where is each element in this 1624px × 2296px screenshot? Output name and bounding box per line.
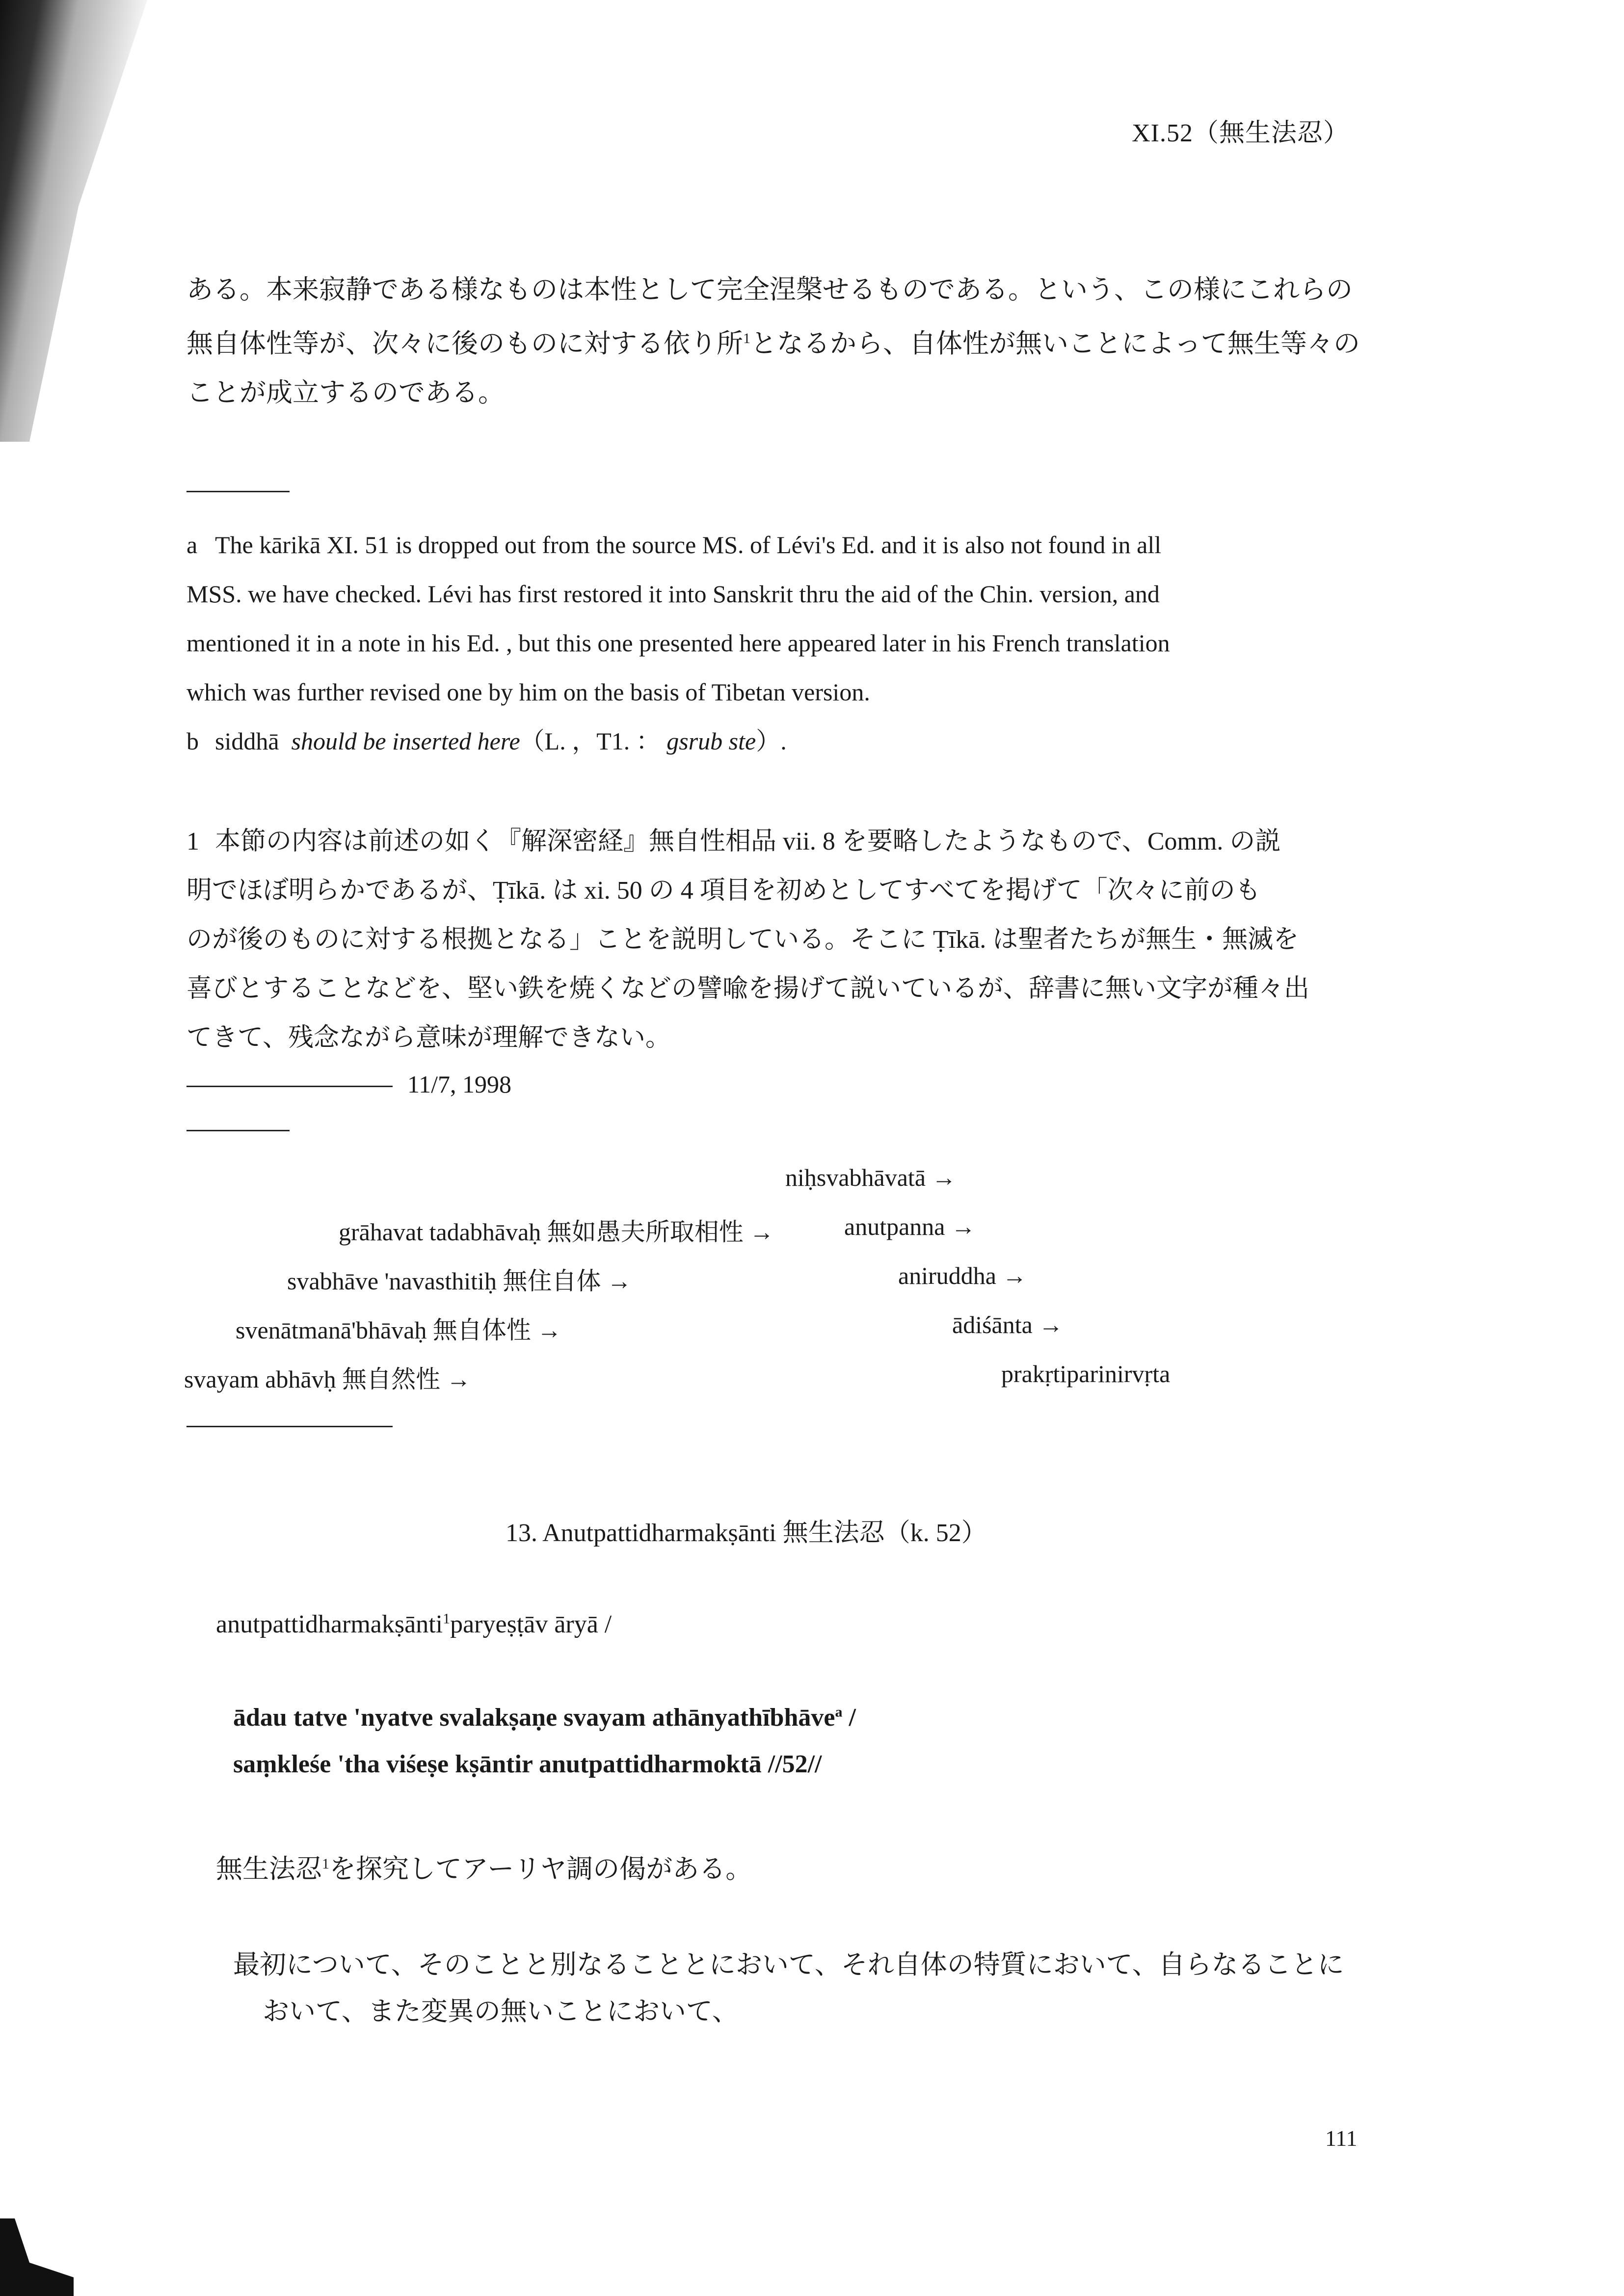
footnote-1-line-4: 喜びとすることなどを、堅い鉄を焼くなどの譬喩を揚げて説いているが、辞書に無い文字が種々出 [186,975,1310,1003]
jp-translation-line-3: おいて、また変異の無いことにおいて、 [263,1997,739,2026]
footnote-1-line-1: 1 本節の内容は前述の如く『解深密経』無自性相品 vii. 8 を要略したようなもので、Comm. の説 [186,828,1281,855]
page-number: 111 [1325,2126,1358,2151]
date-rule [186,1086,393,1087]
footnote-1-line-3: のが後のものに対する根拠となる」ことを説明している。そこに Ṭīkā. は聖者たちが無生・無滅を [186,926,1299,954]
diagram-left-3: svenātmanā'bhāvaḥ 無自体性 → [236,1316,562,1344]
diagram-right-4: ādiśānta → [952,1311,1064,1338]
scan-corner-shadow [0,2218,74,2296]
jp-translation-line-1: 無生法忍$^1$を探究してアーリヤ調の偈がある。 [216,1854,752,1884]
footnote-a-line-3: mentioned it in a note in his Ed. , but this one presented here appeared later in his French translation [186,629,1170,657]
section-heading: 13. Anutpattidharmakṣānti 無生法忍（k. 52） [506,1519,987,1547]
diagram-right-1: niḥsvabhāvatā → [785,1164,957,1191]
diagram-left-1: grāhavat tadabhāvaḥ 無如愚夫所取相性 → [339,1218,774,1246]
footnote-a-line-4: which was further revised one by him on the basis of Tibetan version. [186,678,870,706]
verse-intro: anutpattidharmakṣānti$^1$paryeṣṭāv āryā / [216,1610,612,1638]
diagram-right-2: anutpanna → [844,1213,976,1240]
diagram-left-2: svabhāve 'navasthitiḥ 無住自体 → [287,1267,632,1295]
diagram-rule-top [186,1130,290,1131]
footnote-date: 11/7, 1998 [407,1070,512,1098]
footnote-a-line-1: a The kārikā XI. 51 is dropped out from the source MS. of Lévi's Ed. and it is also not found in all [186,531,1162,559]
jp-translation-line-2: 最初について、そのことと別なることとにおいて、それ自体の特質において、自らなることに [233,1950,1344,1979]
verse-line-1: ādau tatve 'nyatve svalakṣaṇe svayam athānyathībhāve$^a$ / [233,1704,856,1732]
footnote-b: b siddhā should be inserted here（L. ，T1. ： gsrub ste）. [186,727,787,755]
diagram-left-4: svayam abhāvḥ 無自然性 → [184,1365,471,1393]
verse-line-2: saṃkleśe 'tha viśeṣe kṣāntir anutpattidharmoktā //52// [233,1750,822,1778]
intro-line-2: 無自体性等が、次々に後のものに対する依り所$^1$となるから、自体性が無いことによって無生等々の [186,329,1360,358]
diagram-right-3: aniruddha → [898,1262,1027,1289]
scan-edge-shadow [0,0,147,442]
diagram-rule-bottom [186,1426,393,1427]
diagram-right-5: prakṛtiparinirvṛta [1001,1360,1171,1388]
intro-line-3: ことが成立するのである。 [186,378,505,407]
footnote-separator-1 [186,491,290,492]
running-header: XI.52（無生法忍） [1132,119,1349,147]
intro-paragraph [186,265,1360,417]
footnote-1-line-2: 明でほぼ明らかであるが、Ṭīkā. は xi. 50 の 4 項目を初めとしてすべてを掲げて「次々に前のも [186,877,1261,905]
intro-line-1: ある。本来寂静である様なものは本性として完全涅槃せるものである。という、この様にこれらの [186,275,1353,304]
footnote-a-line-2: MSS. we have checked. Lévi has first restored it into Sanskrit thru the aid of the Chin. version, and [186,580,1160,608]
footnote-1-line-5: てきて、残念ながら意味が理解できない。 [186,1024,671,1052]
footnote-ref-1: 1 [743,330,750,347]
